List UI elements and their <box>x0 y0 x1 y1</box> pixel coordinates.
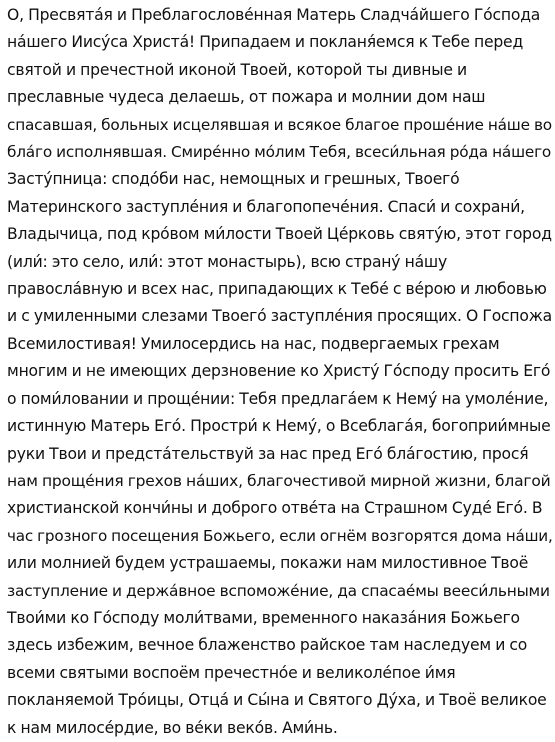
text-line: заступление и держа́вное вспоможе́ние, да спасае́мы вееси́льными <box>7 581 550 600</box>
text-line: час грозного посещения Божьего, если огнём возгорятся дома на́ши, <box>7 526 553 545</box>
text-line: многим и не имеющих дерзновение ко Христу́ Го́споду просить Его́ <box>7 362 551 381</box>
text-line: святой и пречестной иконой Твоей, которой ты дивные и <box>7 60 467 79</box>
text-line: о поми́ловании и проще́нии: Тебя предлага́ем к Нему́ на умоле́ние, <box>7 389 549 408</box>
text-line: спасавшая, больных исцелявшая и всякое благое проше́ние на́ше во <box>7 115 552 134</box>
text-line: или молнией будем устрашаемы, покажи нам милостивное Твоё <box>7 554 529 573</box>
text-line: и с умиленными слезами Твоего́ заступле́ния просящих. О Госпожа <box>7 307 552 326</box>
text-line: руки Твои и предста́тельствуй за нас пред Его́ бла́гостию, прося́ <box>7 444 529 463</box>
text-line: покланяемой Тро́ицы, Отца́ и Сы́на и Святого Ду́ха, и Твоё великое <box>7 691 547 710</box>
text-line: истинную Матерь Его́. Простри́ к Нему́, о Всеблага́я, богоприи́мные <box>7 417 551 436</box>
text-line: преславные чудеса делаешь, от пожара и молнии дом наш <box>7 88 486 107</box>
text-line: здесь избежим, вечное блаженство райское там наследуем и со <box>7 636 528 655</box>
text-line: нам проще́ния грехов на́ших, благочестивой мирной жизни, благой <box>7 471 551 490</box>
text-line: на́шего Иису́са Христа́! Припадаем и покланя́емся к Тебе перед <box>7 33 524 52</box>
text-line: Всемилостивая! Умилосердись на нас, подвергаемых грехам <box>7 334 500 353</box>
text-line: Материнского заступле́ния и благопопече́ния. Спаси́ и сохрани́, <box>7 197 525 216</box>
text-line: христианской кончи́ны и доброго отве́та на Страшном Суде́ Его́. В <box>7 499 543 518</box>
text-line: Засту́пница: сподо́би нас, немощных и грешных, Твоего́ <box>7 170 460 189</box>
prayer-text <box>7 2 553 742</box>
text-line: к нам милосе́рдие, во ве́ки веко́в. Ами́нь. <box>7 718 338 737</box>
text-line: правосла́вную и всех нас, припадающих к Тебе́ с ве́рою и любовью <box>7 280 547 299</box>
text-line: О, Пресвята́я и Преблагослове́нная Матерь Сладча́йшего Го́спода <box>7 6 541 24</box>
text-line: Твои́ми ко Го́споду моли́твами, временного наказа́ния Божьего <box>7 608 520 627</box>
text-line: бла́го исполнявшая. Смире́нно мо́лим Тебя, всеси́льная ро́да на́шего <box>7 143 552 162</box>
text-line: Владычица, под кро́вом ми́лости Твоей Це́рковь святу́ю, этот город <box>7 225 552 244</box>
text-line: (или́: это село, или́: этот монастырь), всю страну́ на́шу <box>7 252 448 271</box>
text-line: всеми святыми воспоём пречестно́е и великоле́пое и́мя <box>7 663 456 682</box>
